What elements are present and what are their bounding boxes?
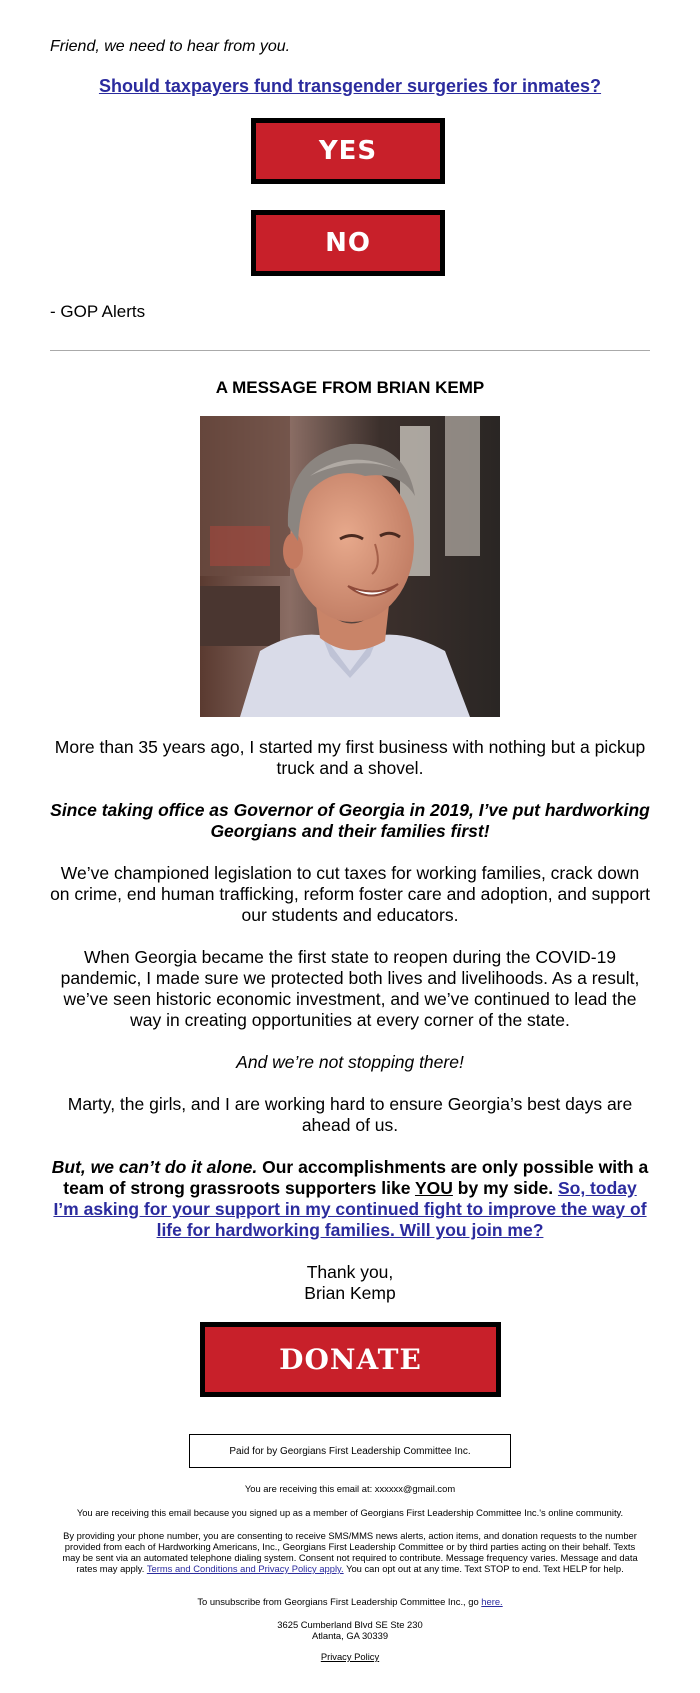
paragraph-ask	[50, 1157, 650, 1241]
sms-after: You can opt out at any time. Text STOP to end. Text HELP for help.	[343, 1563, 624, 1574]
ask-after: by my side.	[452, 1178, 558, 1198]
poll-question	[0, 76, 700, 97]
paragraph-family: Marty, the girls, and I are working hard to ensure Georgia’s best days are ahead of us.	[67, 1094, 633, 1135]
portrait-illustration	[200, 416, 500, 717]
ask-you: YOU	[414, 1178, 453, 1198]
donate-button[interactable]: DONATE	[200, 1322, 501, 1397]
poll-question-link[interactable]: Should taxpayers fund transgender surgeries for inmates?	[98, 76, 602, 96]
paid-for-box: Paid for by Georgians First Leadership Committee Inc.	[189, 1434, 511, 1468]
address-line-2: Atlanta, GA 30339	[311, 1630, 389, 1641]
unsubscribe-text: To unsubscribe from Georgians First Leadership Committee Inc., go	[197, 1596, 482, 1607]
signer-name: Brian Kemp	[304, 1283, 396, 1303]
mailing-address	[55, 1619, 645, 1641]
paragraph-not-stopping: And we’re not stopping there!	[236, 1052, 464, 1072]
address-line-1: 3625 Cumberland Blvd SE Ste 230	[277, 1619, 423, 1630]
ask-main: Our accomplishments are only possible with a team of strong grassroots supporters like	[63, 1157, 649, 1198]
yes-button[interactable]: YES	[251, 118, 445, 184]
portrait-photo	[200, 416, 500, 717]
message-title: A MESSAGE FROM BRIAN KEMP	[215, 378, 485, 397]
alert-signature: - GOP Alerts	[50, 302, 146, 321]
unsubscribe	[55, 1596, 645, 1607]
terms-link[interactable]: Terms and Conditions and Privacy Policy apply.	[146, 1563, 344, 1574]
unsubscribe-link[interactable]: here.	[481, 1596, 503, 1607]
paragraph-intro: More than 35 years ago, I started my first business with nothing but a pickup truck and a shovel.	[54, 737, 646, 778]
sms-text: By providing your phone number, you are consenting to receive SMS/MMS news alerts, action items, and donation requests to the number provided from each of Hardworking Americans, Inc., Georgians First Leadership Committee or by third parties acting on their behalf. Texts may be sent via an automated telephone dialing system. Consent not required to contribute. Message frequency varies. Message and data rates may apply.	[62, 1530, 638, 1574]
privacy-policy	[55, 1651, 645, 1662]
sms-disclaimer	[55, 1530, 645, 1574]
receiving-email: You are receiving this email at: xxxxxx@gmail.com	[244, 1483, 456, 1494]
no-button[interactable]: NO	[251, 210, 445, 276]
ask-italic: But, we can’t do it alone.	[51, 1157, 258, 1177]
join-link[interactable]: So, today I’m asking for your support in my continued fight to improve the way of life for hardworking families. Will you join me?	[53, 1178, 647, 1240]
greeting: Friend, we need to hear from you.	[50, 38, 291, 55]
privacy-policy-link[interactable]: Privacy Policy	[320, 1651, 380, 1662]
thanks-text: Thank you,	[306, 1262, 394, 1282]
paragraph-governor: Since taking office as Governor of Georgia in 2019, I’ve put hardworking Georgians and their families first!	[50, 800, 650, 841]
paragraph-legislation: We’ve championed legislation to cut taxes for working families, crack down on crime, end human trafficking, reform foster care and adoption, and support our students and educators.	[50, 863, 650, 925]
divider	[50, 350, 650, 351]
paragraph-covid: When Georgia became the first state to reopen during the COVID-19 pandemic, I made sure we protected both lives and livelihoods. As a result, we’ve seen historic economic investment, and we’ve continued to lead the way in creating opportunities at every corner of the state.	[60, 947, 640, 1030]
signup-reason: You are receiving this email because you signed up as a member of Georgians First Leadership Committee Inc.'s online community.	[76, 1507, 624, 1518]
signoff	[50, 1262, 650, 1304]
